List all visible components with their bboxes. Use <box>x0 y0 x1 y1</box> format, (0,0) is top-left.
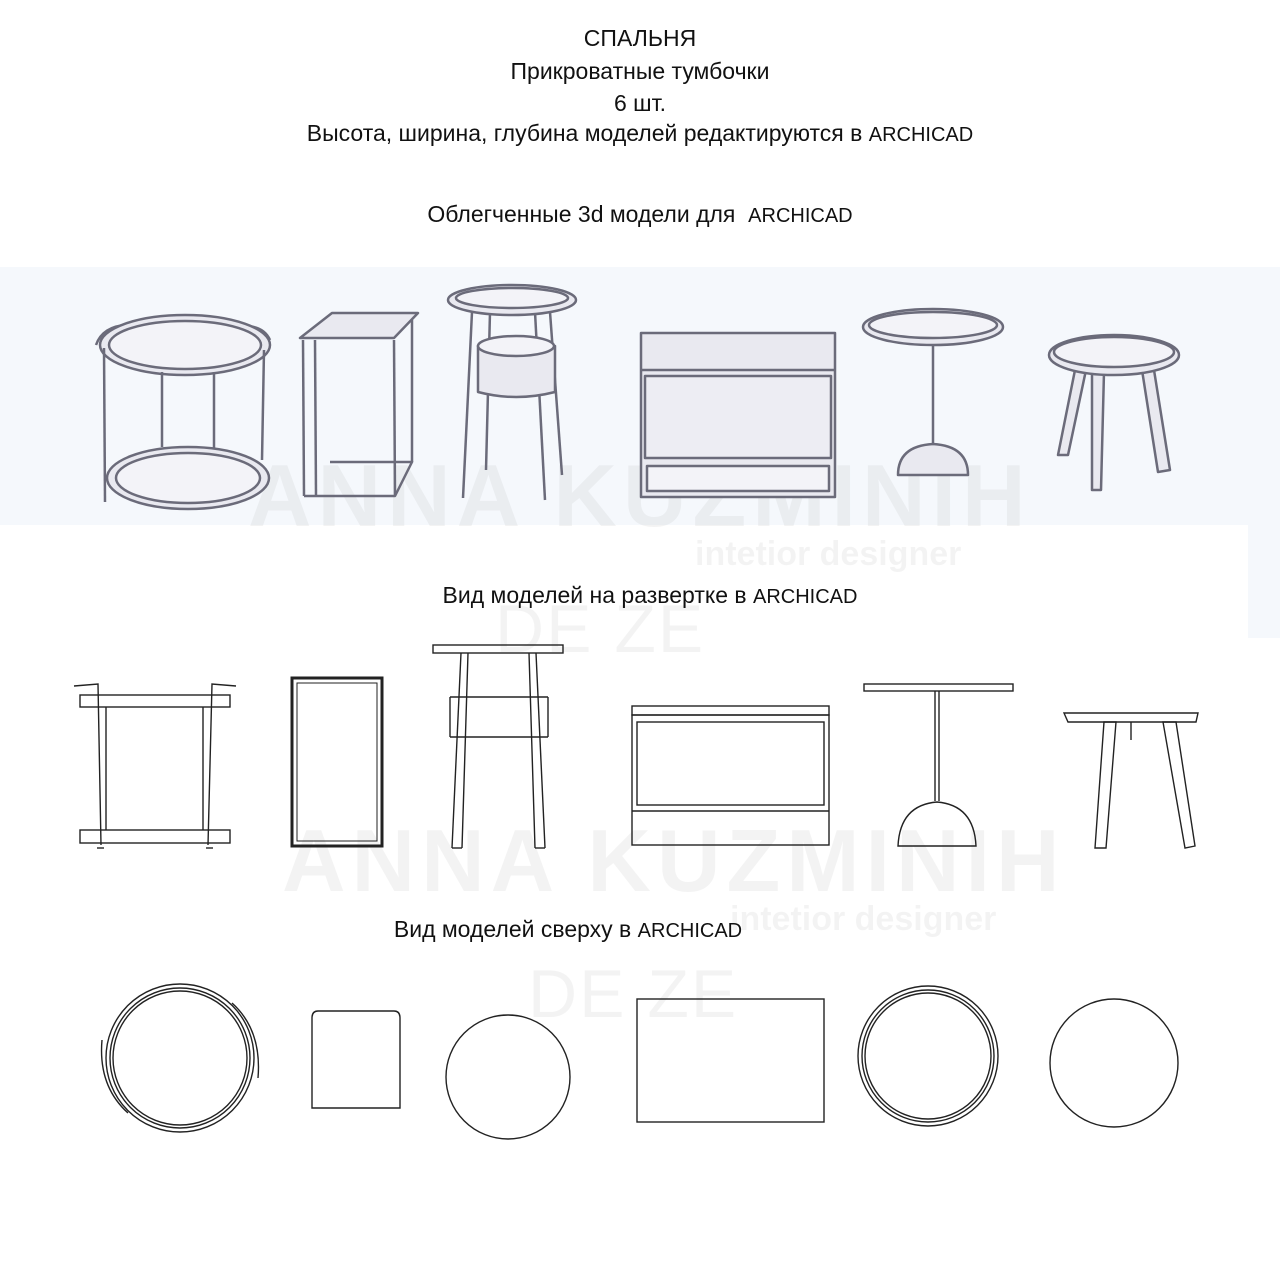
page-subtitle: Прикроватные тумбочки <box>510 58 770 84</box>
edit-note-text: Высота, ширина, глубина моделей редактируются в <box>306 120 863 146</box>
top-view-c-table <box>312 1011 400 1108</box>
item-count: 6 шт. <box>613 90 666 116</box>
top-view-drawer-cabinet <box>637 999 824 1122</box>
model-3d-pedestal-table <box>863 309 1003 475</box>
top-view-row <box>0 975 1280 1140</box>
top-view-round-basket-table <box>446 1015 570 1139</box>
model-3d-drawer-cabinet <box>641 333 835 497</box>
top-view-pedestal-table <box>858 986 998 1126</box>
elevation-oval-cart <box>74 684 236 848</box>
page-title: СПАЛЬНЯ <box>583 25 697 51</box>
section-title-3d <box>0 199 1280 231</box>
model-3d-oval-cart <box>96 315 270 509</box>
elevation-row <box>0 640 1280 855</box>
top-view-tripod-table <box>1050 999 1178 1127</box>
section-3d-app: ARCHICAD <box>748 205 853 227</box>
render-background-edge <box>1248 520 1280 638</box>
models-3d-row <box>0 270 1280 520</box>
edit-note <box>0 118 1280 150</box>
edit-note-app: ARCHICAD <box>868 124 974 146</box>
section-3d-text: Облегченные 3d модели для <box>427 201 736 227</box>
model-3d-round-basket-table <box>448 285 576 500</box>
section-elevation-app: ARCHICAD <box>752 586 858 608</box>
section-top-app: ARCHICAD <box>637 920 743 942</box>
section-title-top <box>0 914 1208 946</box>
watermark-tagline-1 <box>695 535 961 574</box>
elevation-drawer-cabinet <box>632 706 829 845</box>
elevation-tripod-table <box>1064 713 1198 848</box>
model-3d-tripod-table <box>1049 335 1179 490</box>
elevation-c-table <box>292 678 382 846</box>
model-3d-c-table <box>300 313 418 496</box>
elevation-round-basket-table <box>433 645 563 848</box>
watermark-tagline-2 <box>730 900 996 939</box>
top-view-oval-cart <box>102 984 259 1132</box>
section-top-text: Вид моделей сверху в <box>393 916 632 942</box>
section-elevation-text: Вид моделей на развертке в <box>442 582 747 608</box>
elevation-pedestal-table <box>864 684 1013 846</box>
